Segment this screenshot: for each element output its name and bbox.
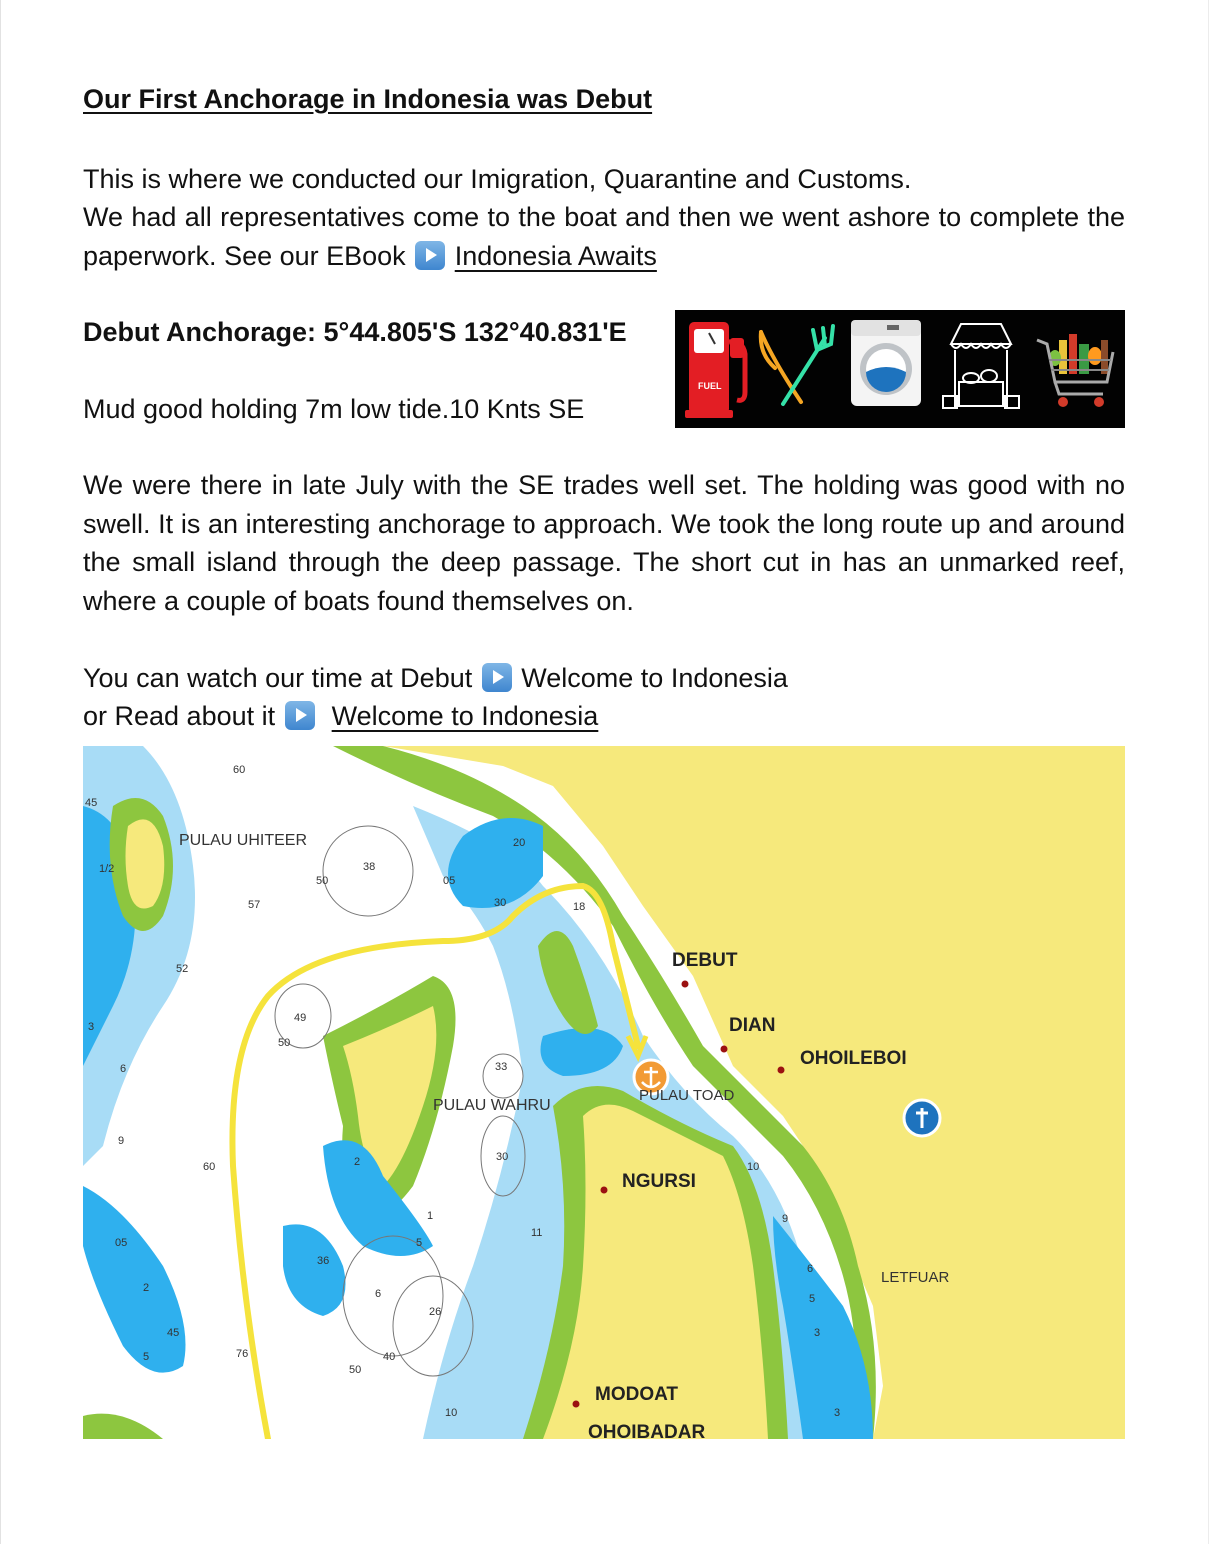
depth-sounding: 2: [143, 1282, 150, 1294]
depth-sounding: 1: [427, 1210, 434, 1222]
label-pulau-toad: PULAU TOAD: [639, 1087, 735, 1104]
anchorage-details: Mud good holding 7m low tide.10 Knts SE: [83, 394, 585, 424]
label-dian: DIAN: [729, 1015, 776, 1036]
depth-sounding: 49: [294, 1012, 307, 1024]
depth-sounding: 2: [354, 1156, 361, 1168]
depth-sounding: 6: [375, 1288, 382, 1300]
location-pin-icon[interactable]: [904, 1100, 940, 1136]
article-link[interactable]: Welcome to Indonesia: [331, 701, 599, 731]
depth-sounding: 5: [809, 1293, 816, 1305]
depth-sounding: 30: [494, 897, 507, 909]
play-icon: [482, 663, 512, 692]
watch-prefix: You can watch our time at Debut: [83, 663, 473, 693]
label-ohoileboi: OHOILEBOI: [800, 1048, 907, 1069]
depth-sounding: 76: [236, 1348, 249, 1360]
depth-sounding: 9: [782, 1213, 789, 1225]
watch-line: [83, 659, 788, 698]
body-paragraph: We were there in late July with the SE trades well set. The holding was good with no swell. It is an interesting anchorage to approach. We took the long route up and around the small island through the deep passage. The short cut in has an unmarked reef, where a couple of boats found themselves on.: [83, 470, 1125, 616]
depth-sounding: 33: [495, 1061, 508, 1073]
depth-sounding: 05: [115, 1237, 128, 1249]
depth-sounding: 45: [85, 797, 98, 809]
laundry-icon: [851, 320, 921, 406]
depth-sounding: 52: [176, 963, 189, 975]
label-ohoibadar: OHOIBADAR: [588, 1422, 706, 1439]
intro-line-2: [83, 198, 1125, 275]
depth-sounding: 60: [233, 764, 246, 776]
depth-sounding: 5: [416, 1237, 423, 1249]
label-pulau-uhiteer: PULAU UHITEER: [179, 832, 308, 849]
depth-sounding: 50: [278, 1037, 291, 1049]
depth-sounding: 57: [248, 899, 261, 911]
depth-sounding: 38: [363, 861, 376, 873]
label-ngursi: NGURSI: [622, 1171, 696, 1192]
depth-sounding: 40: [383, 1351, 396, 1363]
depth-sounding: 50: [316, 875, 329, 887]
read-line: [83, 697, 598, 736]
fuel-pump-icon: [685, 322, 745, 418]
depth-sounding: 1/2: [99, 863, 115, 875]
restaurant-icon: [761, 326, 833, 404]
label-letfuar: LETFUAR: [881, 1269, 950, 1286]
depth-sounding: 20: [513, 837, 526, 849]
depth-sounding: 3: [814, 1327, 821, 1339]
amenities-banner: [675, 310, 1125, 428]
depth-sounding: 10: [747, 1161, 760, 1173]
depth-sounding: 5: [143, 1351, 150, 1363]
play-icon: [415, 241, 445, 270]
nautical-chart-map[interactable]: [83, 746, 1125, 1439]
depth-sounding: 50: [349, 1364, 362, 1376]
depth-sounding: 18: [573, 901, 586, 913]
depth-sounding: 10: [445, 1407, 458, 1419]
grocery-cart-icon: [1037, 334, 1113, 407]
depth-sounding: 6: [120, 1063, 127, 1075]
depth-sounding: 30: [496, 1151, 509, 1163]
depth-sounding: 05: [443, 875, 456, 887]
anchorage-title: Debut Anchorage: 5°44.805'S 132°40.831'E: [83, 317, 627, 347]
label-pulau-wahru: PULAU WAHRU: [433, 1097, 551, 1114]
market-stall-icon: [943, 324, 1019, 408]
depth-sounding: 45: [167, 1327, 180, 1339]
fuel-label: FUEL: [698, 381, 722, 391]
depth-sounding: 6: [807, 1263, 814, 1275]
read-prefix: or Read about it: [83, 701, 276, 731]
video-link[interactable]: Welcome to Indonesia: [521, 663, 788, 693]
depth-sounding: 9: [118, 1135, 125, 1147]
article-heading: Our First Anchorage in Indonesia was Debut: [83, 84, 653, 114]
depth-sounding: 60: [203, 1161, 216, 1173]
page-left-edge: [0, 0, 1, 1544]
label-modoat: MODOAT: [595, 1384, 679, 1405]
intro-line-1: This is where we conducted our Imigration, Quarantine and Customs.: [83, 164, 912, 194]
depth-sounding: 26: [429, 1306, 442, 1318]
ebook-link[interactable]: Indonesia Awaits: [454, 240, 657, 271]
depth-sounding: 3: [88, 1021, 95, 1033]
depth-sounding: 11: [531, 1227, 543, 1239]
label-debut: DEBUT: [672, 950, 738, 971]
depth-sounding: 3: [834, 1407, 841, 1419]
play-icon: [285, 701, 315, 730]
depth-sounding: 36: [317, 1255, 330, 1267]
intro-line-2-text: We had all representatives come to the boat and then we went ashore to complete the paperwork. See our EBook: [83, 202, 1125, 271]
